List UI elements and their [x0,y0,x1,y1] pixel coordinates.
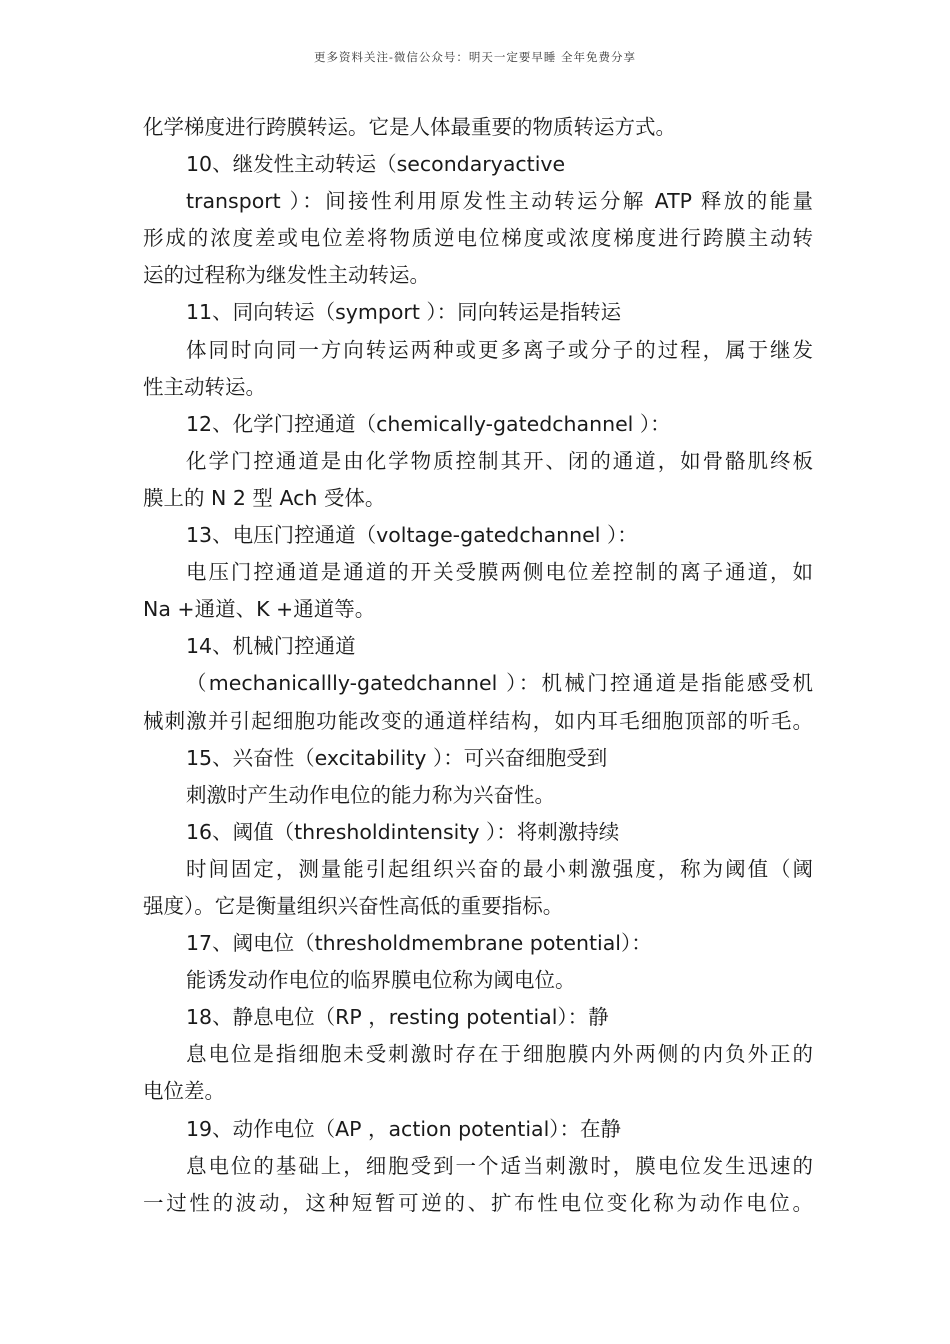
text-line: 刺激时产生动作电位的能力称为兴奋性。 [186,782,555,807]
text-line: 化学梯度进行跨膜转运。它是人体最重要的物质转运方式。 [143,115,676,139]
text-line: Na +通道、K +通道等。 [143,597,376,622]
text-line: 形成的浓度差或电位差将物质逆电位梯度或浓度梯度进行跨膜主动转 [143,226,813,251]
term-heading-16: 16、阈值（thresholdintensity ）：将刺激持续 [186,819,620,844]
text-line: transport ）：间接性利用原发性主动转运分解 ATP 释放的能量 [186,189,813,214]
text-line: 化学门控通道是由化学物质控制其开、闭的通道，如骨骼肌终板 [186,448,813,473]
document-body [143,109,813,1222]
page-header: 更多资料关注-微信公众号：明天一定要早睡 全年免费分享 [313,50,637,64]
term-heading-17: 17、阈电位（thresholdmembrane potential）： [186,931,652,956]
text-line: 体同时向同一方向转运两种或更多离子或分子的过程，属于继发 [186,337,813,362]
text-line: 性主动转运。 [143,374,266,399]
text-line: 运的过程称为继发性主动转运。 [143,263,430,288]
term-heading-10: 10、继发性主动转运（secondaryactive [186,152,566,177]
term-heading-12: 12、化学门控通道（chemically-gatedchannel ）： [186,411,671,436]
term-heading-13: 13、电压门控通道（voltage-gatedchannel ）： [186,523,638,548]
text-line: 时间固定，测量能引起组织兴奋的最小刺激强度，称为阈值（阈 [186,856,813,881]
text-line: 息电位的基础上，细胞受到一个适当刺激时，膜电位发生迅速的 [186,1153,813,1178]
text-line: 膜上的 N 2 型 Ach 受体。 [143,485,386,510]
term-heading-15: 15、兴奋性（excitability ）：可兴奋细胞受到 [186,745,608,770]
text-line: 一过性的波动，这种短暂可逆的、扩布性电位变化称为动作电位。 [143,1190,813,1215]
text-line: （mechanicallly-gatedchannel ）：机械门控通道是指能感受机 [186,671,813,696]
text-line: 电位差。 [143,1079,225,1104]
term-heading-11: 11、同向转运（symport ）：同向转运是指转运 [186,300,622,325]
text-line: 电压门控通道是通道的开关受膜两侧电位差控制的离子通道，如 [186,560,813,585]
term-heading-18: 18、静息电位（RP ，resting potential）：静 [186,1005,609,1030]
text-line: 息电位是指细胞未受刺激时存在于细胞膜内外两侧的内负外正的 [186,1042,813,1067]
text-line: 能诱发动作电位的临界膜电位称为阈电位。 [186,968,576,993]
text-line: 强度）。它是衡量组织兴奋性高低的重要指标。 [143,893,564,918]
term-heading-19: 19、动作电位（AP ，action potential）：在静 [186,1116,622,1141]
text-line: 械刺激并引起细胞功能改变的通道样结构，如内耳毛细胞顶部的听毛。 [143,708,813,733]
term-heading-14: 14、机械门控通道 [186,634,356,659]
